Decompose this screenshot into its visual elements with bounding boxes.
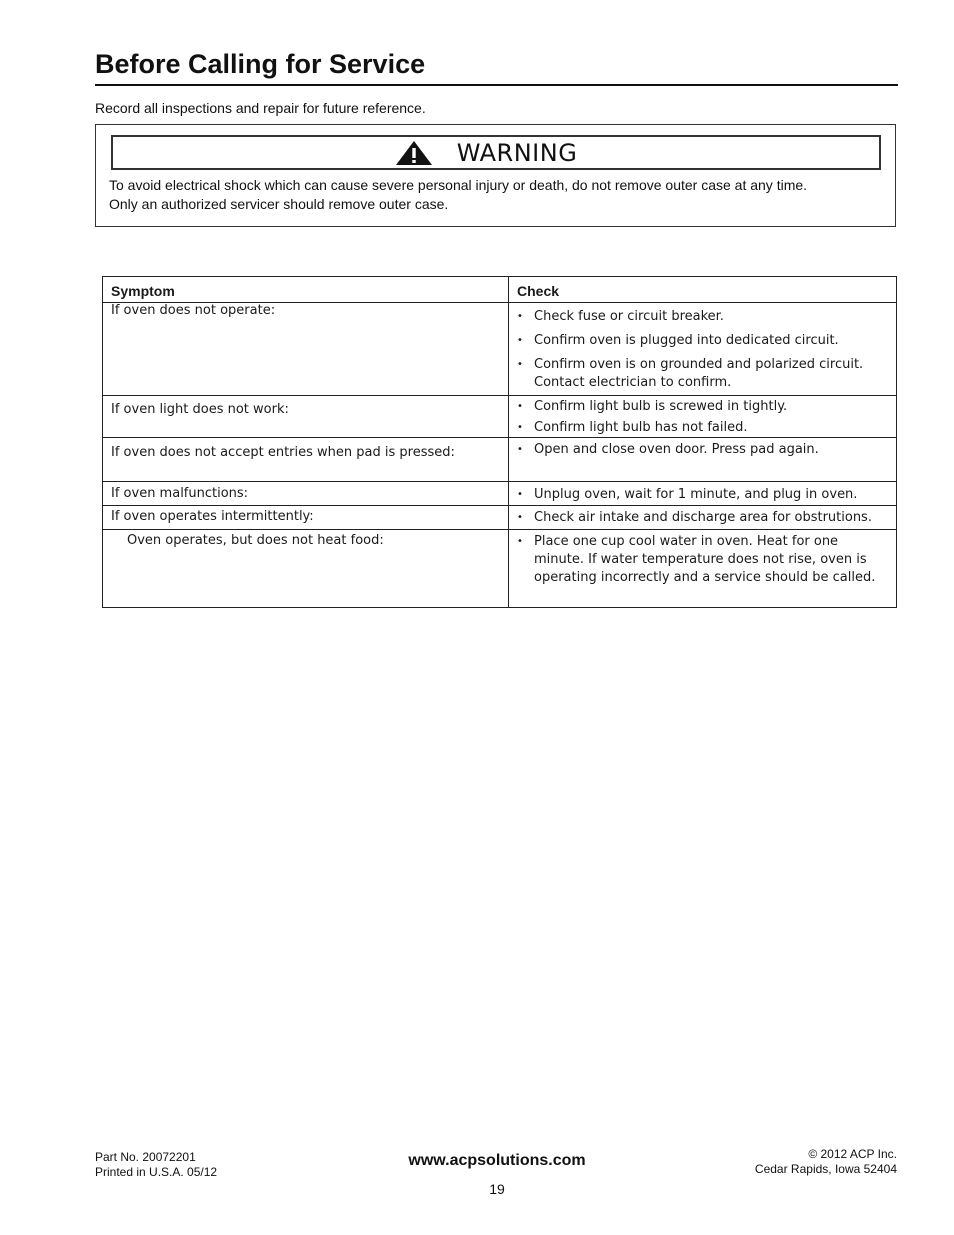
intro-text: Record all inspections and repair for future reference. [95, 100, 426, 116]
warning-text [109, 176, 889, 214]
page-title: Before Calling for Service [95, 46, 898, 86]
check-item: • Unplug oven, wait for 1 minute, and plug in oven. [517, 486, 888, 504]
footer-left [95, 1150, 217, 1180]
symptom-cell: If oven does not operate: [103, 303, 509, 396]
printed-info: Printed in U.S.A. 05/12 [95, 1165, 218, 1179]
table-header-row [103, 277, 897, 303]
warning-box [95, 124, 896, 227]
check-item: • Place one cup cool water in oven. Heat for one minute. If water temperature does not rise, oven is operating incorrectly and a service should be called. [517, 533, 888, 587]
symptom-cell: If oven malfunctions: [103, 482, 509, 506]
table-row [103, 506, 897, 530]
table-row [103, 438, 897, 482]
symptom-cell: Oven operates, but does not heat food: [103, 530, 509, 608]
table-row [103, 530, 897, 608]
check-item: • Confirm light bulb is screwed in tightly. [517, 398, 888, 416]
check-header: Check [509, 277, 897, 303]
symptom-cell: If oven operates intermittently: [103, 506, 509, 530]
part-number: Part No. 20072201 [95, 1150, 196, 1164]
check-cell [509, 396, 897, 438]
check-item: • Open and close oven door. Press pad again. [517, 441, 888, 459]
check-cell [509, 303, 897, 396]
check-cell [509, 530, 897, 608]
footer-right [755, 1147, 897, 1177]
warning-line-2: Only an authorized servicer should remove outer case. [109, 196, 449, 212]
symptom-cell: If oven light does not work: [103, 396, 509, 438]
check-item: • Confirm oven is on grounded and polarized circuit. Contact electrician to confirm. [517, 356, 888, 392]
check-cell [509, 482, 897, 506]
check-item: • Check fuse or circuit breaker. [517, 308, 888, 326]
warning-banner [111, 135, 881, 170]
table-row [103, 303, 897, 396]
warning-heading: WARNING [456, 138, 578, 167]
company-address: Cedar Rapids, Iowa 52404 [754, 1162, 897, 1176]
symptom-header: Symptom [103, 277, 509, 303]
check-item: • Confirm light bulb has not failed. [517, 419, 888, 437]
warning-triangle-icon [395, 140, 433, 166]
website-link[interactable]: www.acpsolutions.com [408, 1152, 586, 1169]
warning-line-1: To avoid electrical shock which can cause severe personal injury or death, do not remove outer case at any time. [109, 177, 808, 193]
check-cell [509, 438, 897, 482]
check-item: • Confirm oven is plugged into dedicated circuit. [517, 332, 888, 350]
copyright: © 2012 ACP Inc. [808, 1147, 897, 1161]
check-cell [509, 506, 897, 530]
table-row [103, 396, 897, 438]
symptom-cell: If oven does not accept entries when pad is pressed: [103, 438, 509, 482]
check-item: • Check air intake and discharge area for obstrutions. [517, 509, 888, 527]
table-row [103, 482, 897, 506]
page-number: 19 [489, 1181, 505, 1197]
troubleshooting-table [102, 276, 897, 608]
